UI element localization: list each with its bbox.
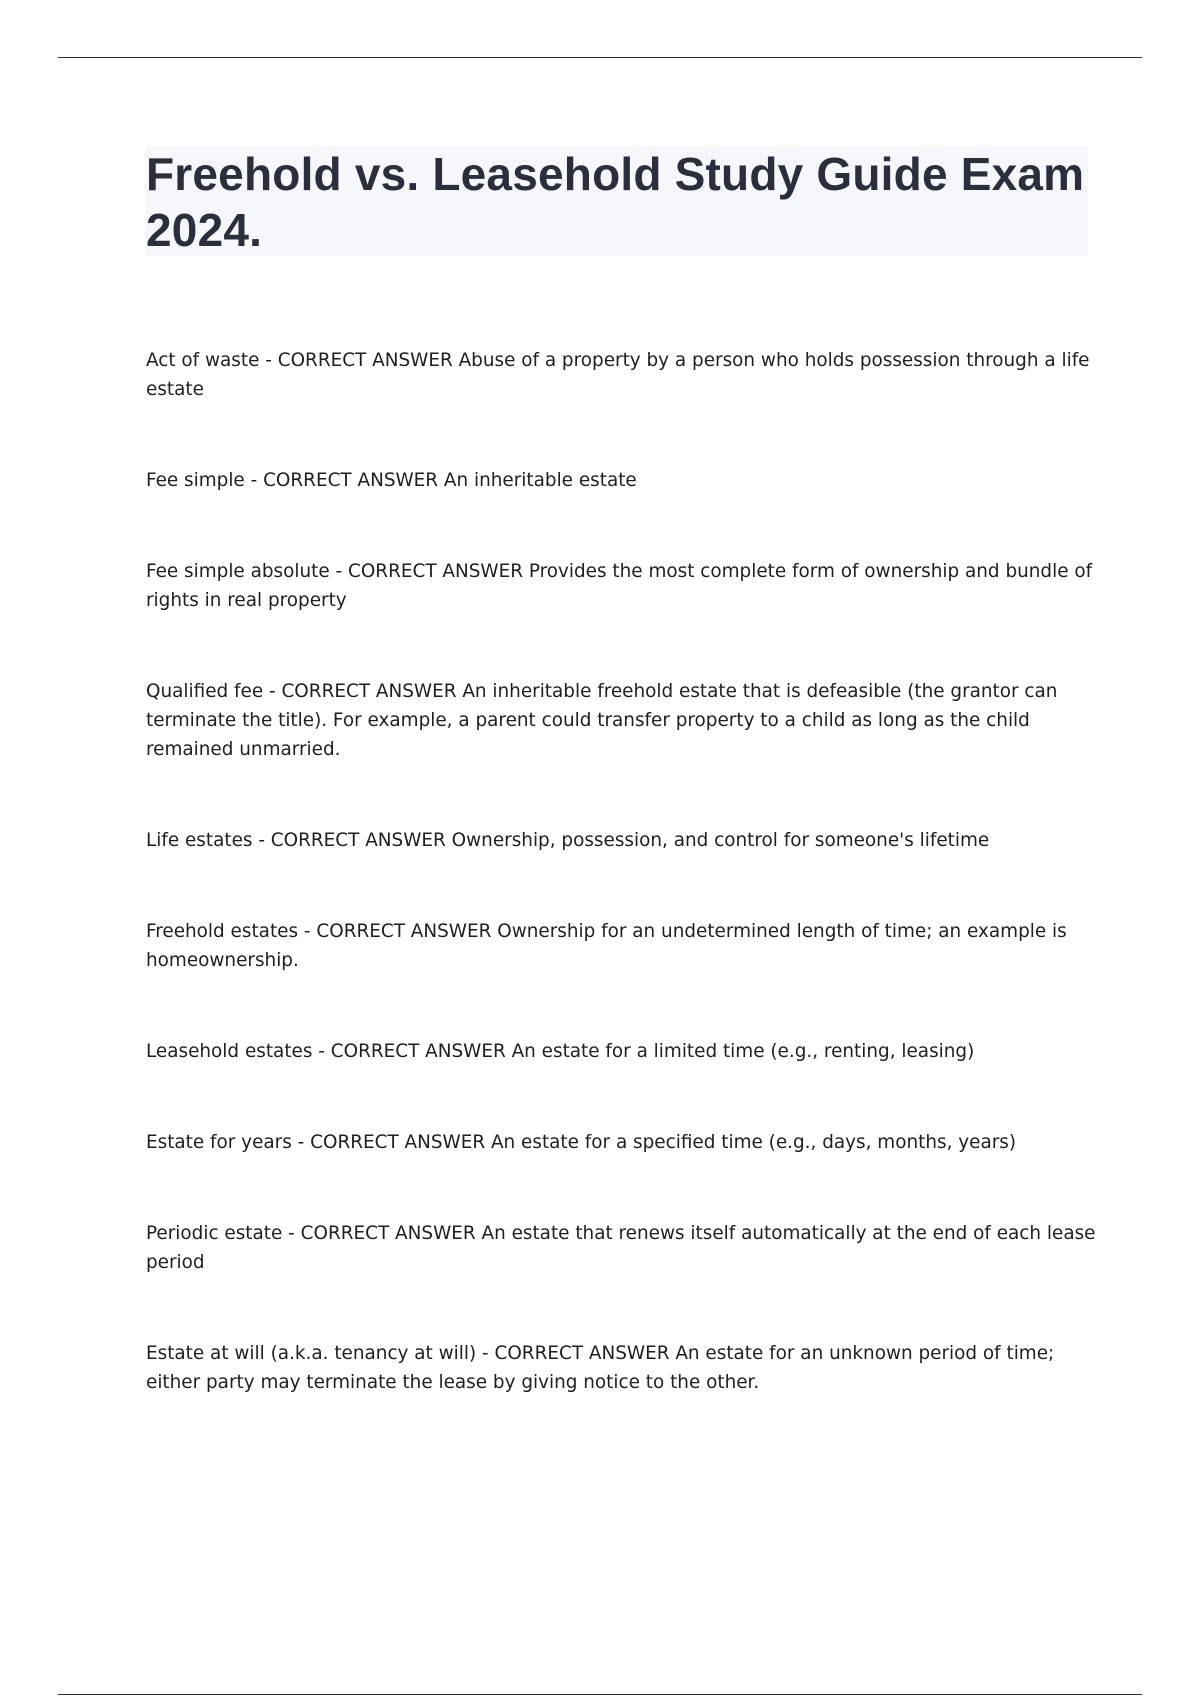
page-title: Freehold vs. Leasehold Study Guide Exam 2024. bbox=[146, 148, 1085, 256]
qa-entry-3: Fee simple absolute - CORRECT ANSWER Provides the most complete form of ownership and bundle of rights in real property bbox=[146, 561, 1093, 611]
title-banner bbox=[146, 146, 1088, 256]
qa-entry-6: Freehold estates - CORRECT ANSWER Ownership for an undetermined length of time; an example is homeownership. bbox=[146, 921, 1067, 971]
qa-list bbox=[146, 346, 1096, 1397]
qa-entry-10: Estate at will (a.k.a. tenancy at will) - CORRECT ANSWER An estate for an unknown period of time; either party may terminate the lease by giving notice to the other. bbox=[146, 1343, 1055, 1393]
top-divider bbox=[58, 57, 1142, 58]
qa-entry-5: Life estates - CORRECT ANSWER Ownership, possession, and control for someone's lifetime bbox=[146, 830, 990, 851]
qa-entry-1: Act of waste - CORRECT ANSWER Abuse of a property by a person who holds possession through a life estate bbox=[146, 350, 1090, 400]
qa-entry-7: Leasehold estates - CORRECT ANSWER An estate for a limited time (e.g., renting, leasing) bbox=[146, 1041, 975, 1062]
bottom-divider bbox=[58, 1694, 1142, 1695]
qa-entry-8: Estate for years - CORRECT ANSWER An estate for a specified time (e.g., days, months, years) bbox=[146, 1132, 1017, 1153]
qa-entry-9: Periodic estate - CORRECT ANSWER An estate that renews itself automatically at the end of each lease period bbox=[146, 1223, 1096, 1273]
qa-entry-2: Fee simple - CORRECT ANSWER An inheritable estate bbox=[146, 470, 637, 491]
qa-entry-4: Qualified fee - CORRECT ANSWER An inheritable freehold estate that is defeasible (the grantor can terminate the title). For example, a parent could transfer property to a child as long as the child remained unmarried. bbox=[146, 681, 1058, 760]
